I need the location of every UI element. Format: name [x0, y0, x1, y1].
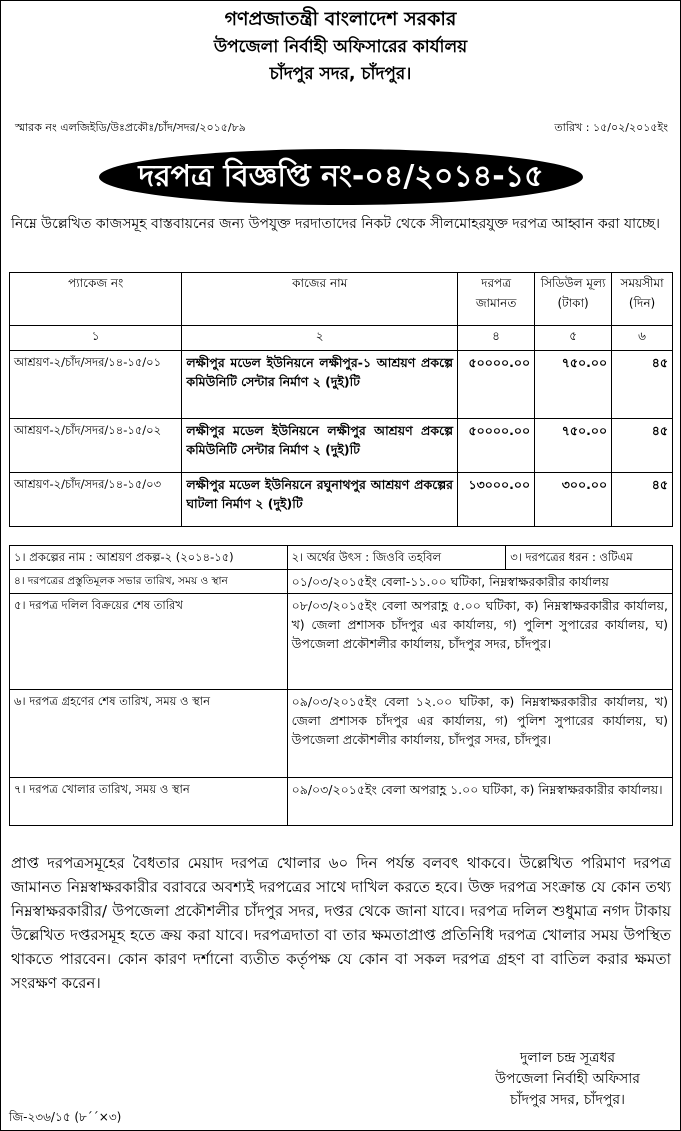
info-table: [9, 545, 673, 826]
schedule-price: ৭৫০.০০: [535, 351, 612, 419]
info-row: [10, 690, 673, 778]
terms-paragraph: প্রাপ্ত দরপত্রসমূহের বৈধতার মেয়াদ দরপত্র খোলার ৬০ দিন পর্যন্ত বলবৎ থাকবে। উল্লেখিত পরিমাণ দরপত্র জামানত নিম্নস্বাক্ষরকারীর বরাবরে অবশ্যই দরপত্রের সাথে দাখিল করতে হবে। উক্ত দরপত্র সংক্রান্ত যে কোন তথ্য নিম্নস্বাক্ষরকারীর/ উপজেলা প্রকৌশলীর চাঁদপুর সদর, দপ্তর থেকে জানা যাবে। দরপত্র দলিল শুধুমাত্র নগদ টাকায় উল্লেখিত দপ্তরসমূহ হতে ক্রয় করা যাবে। দরপত্রদাতা বা তার ক্ষমতাপ্রাপ্ত প্রতিনিধি দরপত্র খোলার সময় উপস্থিত থাকতে পারবেন। কোন কারণ দর্শানো ব্যতীত কর্তৃপক্ষ যে কোন বা সকল দরপত্র গ্রহণ বা বাতিল করার ক্ষমতা সংরক্ষণ করেন।: [11, 854, 671, 992]
notice-date: তারিখ : ১৫/০২/২০১৫ইং: [554, 121, 668, 134]
footer-code: জি-২৩৬/১৫ (৮´´×৩): [9, 1110, 122, 1124]
info-value: ০১/০৩/২০১৫ইং বেলা-১১.০০ ঘটিকা, নিম্নস্বাক্ষরকারীর কার্যালয়: [287, 570, 672, 594]
package-no: আশ্রয়ণ-২/চাঁদ/সদর/১৪-১৫/০৩: [10, 473, 182, 527]
column-number-row: [10, 326, 673, 351]
work-name: লক্ষীপুর মডেল ইউনিয়নে লক্ষীপুর-১ আশ্রয়ণ প্রকল্পে কমিউনিটি সেন্টার নির্মাণ ২ (দুই)টি: [182, 351, 458, 419]
office-address: চাঁদপুর সদর, চাঁদপুর।: [269, 64, 412, 84]
col-number: ২: [182, 326, 458, 351]
info-row: [10, 570, 673, 594]
col-header: সময়সীমা (দিন): [612, 273, 673, 326]
table-row: [10, 473, 673, 527]
table-row: [10, 419, 673, 473]
col-number: ৬: [612, 326, 673, 351]
intro-text: নিম্নে উল্লেখিত কাজসমূহ বাস্তবায়নের জন্য উপযুক্ত দরদাতাদের নিকট থেকে সীলমোহরযুক্ত দরপত্র আহ্বান করা যাচ্ছে।: [11, 216, 661, 232]
package-no: আশ্রয়ণ-২/চাঁদ/সদর/১৪-১৫/০১: [10, 351, 182, 419]
tender-type: ৩। দরপত্রের ধরন : ওটিএম: [506, 546, 673, 570]
info-value: ০৯/০৩/২০১৫ইং বেলা ১২.০০ ঘটিকা, ক) নিম্নস্বাক্ষরকারীর কার্যালয়, খ) জেলা প্রশাসক চাঁদপুর এর কার্যালয়, গ) পুলিশ সুপারের কার্যালয়, ঘ) উপজেলা প্রকৌশলীর কার্যালয়, চাঁদপুর সদর, চাঁদপুর।: [287, 690, 672, 778]
info-label: ৭। দরপত্র খোলার তারিখ, সময় ও স্থান: [10, 778, 288, 826]
memo-number: স্মারক নং এলজিইডি/উঃপ্রকৌঃ/চাঁদ/সদর/২০১৫/৮৯: [15, 121, 246, 134]
col-header: দরপত্র জামানত: [458, 273, 535, 326]
signature-block: [495, 1048, 640, 1111]
info-value: ০৮/০৩/২০১৫ইং বেলা অপরাহ্ণ ৫.০০ ঘটিকা, ক) নিম্নস্বাক্ষরকারীর কার্যালয়, খ) জেলা প্রশাসক চাঁদপুর এর কার্যালয়, গ) পুলিশ সুপারের কার্যালয়, ঘ) উপজেলা প্রকৌশলীর কার্যালয়, চাঁদপুর সদর, চাঁদপুর।: [287, 594, 672, 690]
table-row: [10, 351, 673, 419]
fund-source: ২। অর্থের উৎস : জিওবি তহবিল: [287, 546, 506, 570]
info-label: ৬। দরপত্র গ্রহণের শেষ তারিখ, সময় ও স্থান: [10, 690, 288, 778]
notice-banner: দরপত্র বিজ্ঞপ্তি নং-০৪/২০১৪-১৫: [99, 149, 583, 205]
signatory-name: দুলাল চন্দ্র সূত্রধর: [519, 1050, 616, 1066]
tender-security: ৫০০০০.০০: [458, 351, 535, 419]
col-header: সিডিউল মূল্য (টাকা): [535, 273, 612, 326]
project-name: ১। প্রকল্পের নাম : আশ্রয়ণ প্রকল্প-২ (২০১৪-১৫): [10, 546, 288, 570]
work-name: লক্ষীপুর মডেল ইউনিয়নে লক্ষীপুর আশ্রয়ণ প্রকল্পে কমিউনিটি সেন্টার নির্মাণ ২ (দুই)টি: [182, 419, 458, 473]
govt-title: গণপ্রজাতন্ত্রী বাংলাদেশ সরকার: [224, 8, 457, 30]
col-header: প্যাকেজ নং: [10, 273, 182, 326]
signatory-title: উপজেলা নির্বাহী অফিসার: [495, 1071, 640, 1087]
tender-security: ১৩০০০.০০: [458, 473, 535, 527]
schedule-price: ৩০০.০০: [535, 473, 612, 527]
info-label: ৪। দরপত্রের প্রস্তুতিমূলক সভার তারিখ, সময় ও স্থান: [10, 570, 288, 594]
package-no: আশ্রয়ণ-২/চাঁদ/সদর/১৪-১৫/০২: [10, 419, 182, 473]
time-limit: ৪৫: [612, 419, 673, 473]
time-limit: ৪৫: [612, 473, 673, 527]
time-limit: ৪৫: [612, 351, 673, 419]
info-label: ৫। দরপত্র দলিল বিক্রয়ের শেষ তারিখ: [10, 594, 288, 690]
col-number: ৫: [535, 326, 612, 351]
schedule-price: ৭৫০.০০: [535, 419, 612, 473]
col-number: ৪: [458, 326, 535, 351]
info-value: ০৯/০৩/২০১৫ইং বেলা অপরাহ্ণ ১.০০ ঘটিকা, ক) নিম্নস্বাক্ষরকারীর কার্যালয়।: [287, 778, 672, 826]
col-header: কাজের নাম: [182, 273, 458, 326]
info-row: [10, 546, 673, 570]
office-title: উপজেলা নির্বাহী অফিসারের কার্যালয়: [213, 37, 468, 57]
col-number: ১: [10, 326, 182, 351]
table-header-row: [10, 273, 673, 326]
works-table: [9, 272, 673, 527]
info-row: [10, 778, 673, 826]
tender-security: ৫০০০০.০০: [458, 419, 535, 473]
info-row: [10, 594, 673, 690]
work-name: লক্ষীপুর মডেল ইউনিয়নে রঘুনাথপুর আশ্রয়ণ প্রকল্পের ঘাটলা নির্মাণ ২ (দুই)টি: [182, 473, 458, 527]
signatory-place: চাঁদপুর সদর, চাঁদপুর।: [510, 1092, 626, 1108]
